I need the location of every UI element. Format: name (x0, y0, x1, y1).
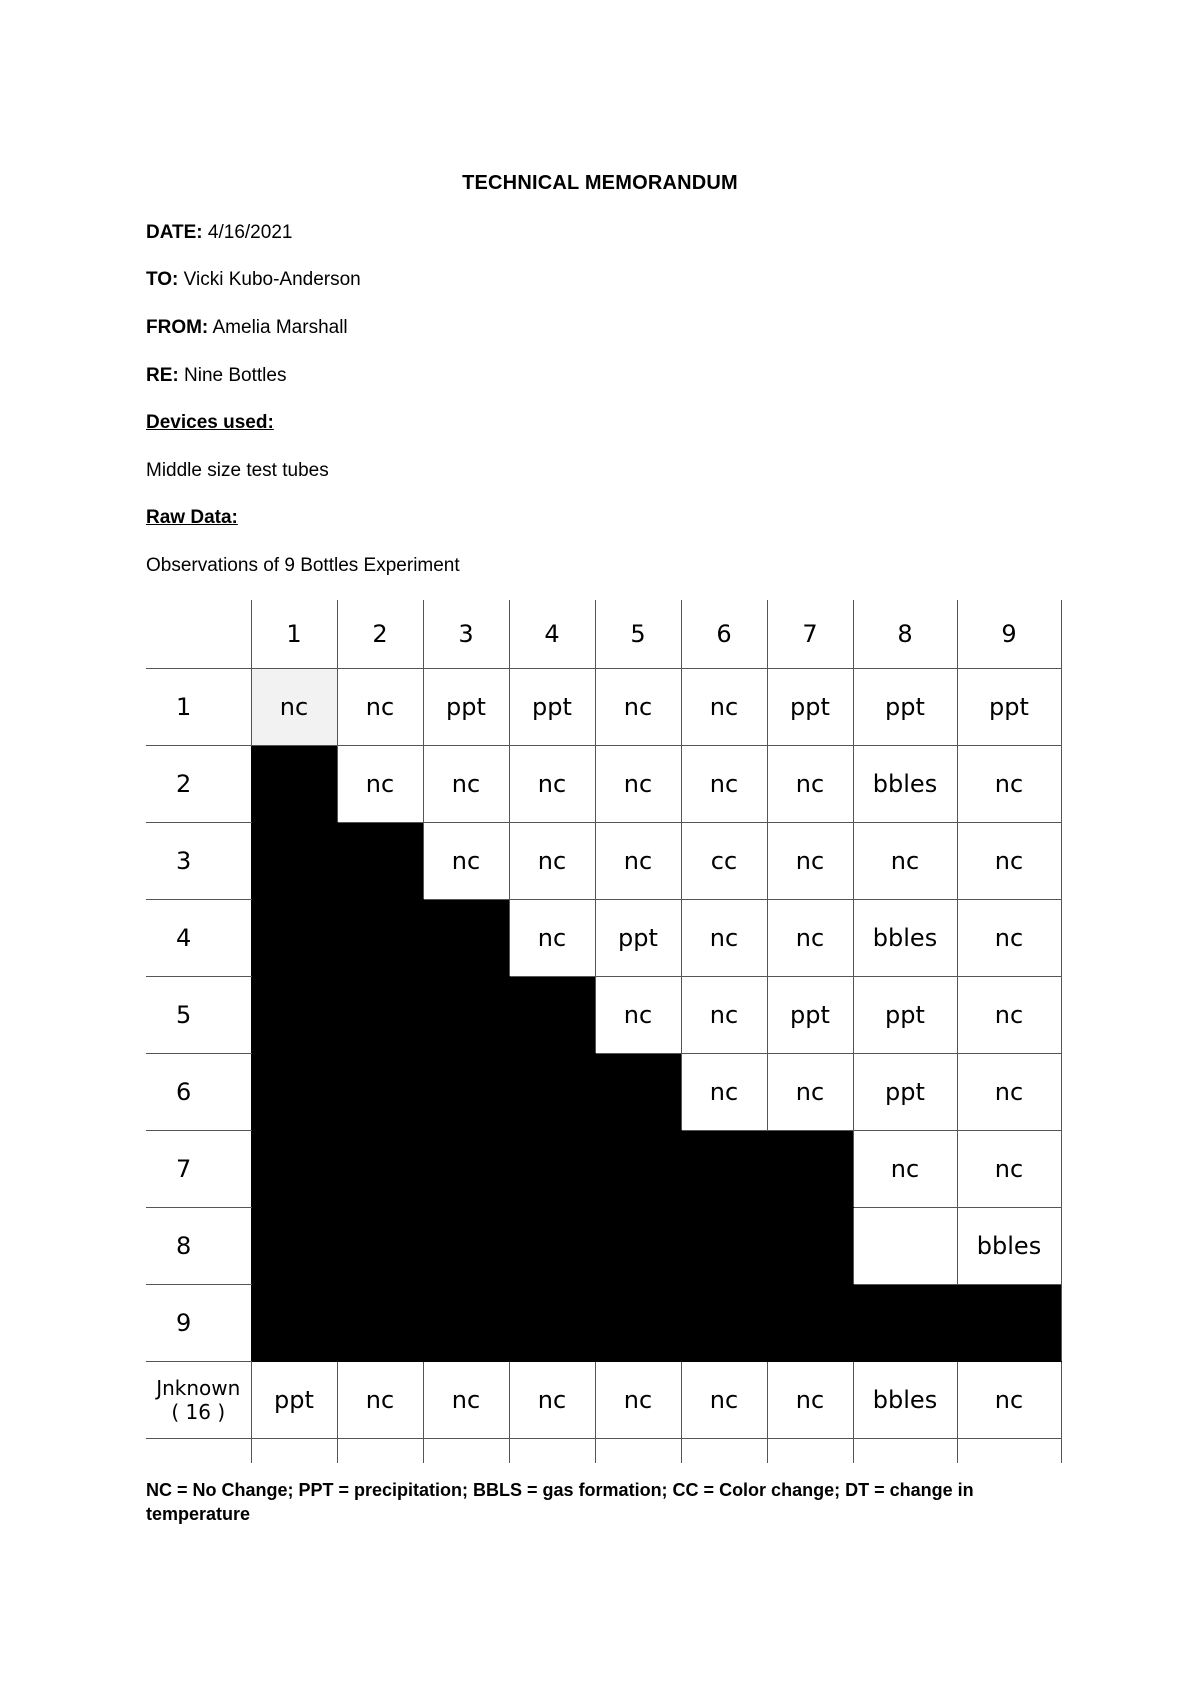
observation-cell: bbles (957, 1208, 1061, 1285)
unknown-cell: nc (595, 1362, 681, 1439)
blocked-cell (423, 1285, 509, 1362)
blocked-cell (509, 1131, 595, 1208)
table-row (146, 823, 1061, 900)
blocked-cell (509, 1054, 595, 1131)
observation-cell: nc (337, 669, 423, 746)
table-row (146, 746, 1061, 823)
corner-cell (146, 600, 251, 669)
column-header: 3 (423, 600, 509, 669)
blocked-cell (423, 1054, 509, 1131)
blocked-cell (337, 900, 423, 977)
tail-cell (681, 1439, 767, 1464)
tail-cell (595, 1439, 681, 1464)
tail-cell (251, 1439, 337, 1464)
row-header: 5 (146, 977, 251, 1054)
observation-cell: nc (767, 746, 853, 823)
re-value: Nine Bottles (184, 365, 287, 386)
unknown-row (146, 1362, 1061, 1439)
observation-cell: ppt (595, 900, 681, 977)
row-header: 2 (146, 746, 251, 823)
observation-cell: ppt (853, 977, 957, 1054)
blocked-cell (423, 1131, 509, 1208)
tail-cell (337, 1439, 423, 1464)
tail-cell (509, 1439, 595, 1464)
observation-cell: nc (681, 1054, 767, 1131)
observation-cell: ppt (767, 669, 853, 746)
blocked-cell (767, 1131, 853, 1208)
date-label: DATE: (146, 222, 203, 243)
observation-cell: ppt (509, 669, 595, 746)
legend-note: NC = No Change; PPT = precipitation; BBLS = gas formation; CC = Color change; DT = change in temperature (146, 1480, 974, 1524)
observation-cell: nc (595, 746, 681, 823)
blocked-cell (681, 1131, 767, 1208)
table-row (146, 669, 1061, 746)
tail-cell (767, 1439, 853, 1464)
observation-cell: nc (853, 1131, 957, 1208)
blocked-cell (251, 746, 337, 823)
observation-cell: cc (681, 823, 767, 900)
re-line (146, 365, 286, 387)
observation-cell (853, 1208, 957, 1285)
unknown-row-header (146, 1362, 251, 1439)
row-header: 4 (146, 900, 251, 977)
row-header: 6 (146, 1054, 251, 1131)
column-header: 9 (957, 600, 1061, 669)
memo-title: TECHNICAL MEMORANDUM (462, 172, 738, 194)
observation-cell: ppt (423, 669, 509, 746)
blocked-cell (595, 1208, 681, 1285)
table-row (146, 1285, 1061, 1362)
header-row (146, 600, 1061, 669)
row-header: 3 (146, 823, 251, 900)
observation-cell: ppt (853, 669, 957, 746)
observation-cell: nc (595, 823, 681, 900)
table-row (146, 900, 1061, 977)
unknown-cell: nc (509, 1362, 595, 1439)
unknown-cell: nc (767, 1362, 853, 1439)
unknown-cell: nc (337, 1362, 423, 1439)
table-row (146, 1208, 1061, 1285)
column-header: 4 (509, 600, 595, 669)
blocked-cell (337, 1054, 423, 1131)
observation-cell: nc (767, 900, 853, 977)
observation-cell: ppt (767, 977, 853, 1054)
observation-cell: nc (957, 1131, 1061, 1208)
blocked-cell (767, 1208, 853, 1285)
row-header: 7 (146, 1131, 251, 1208)
blocked-cell (595, 1131, 681, 1208)
unknown-number: ( 16 ) (171, 1400, 226, 1424)
observation-cell: ppt (957, 669, 1061, 746)
row-header: 9 (146, 1285, 251, 1362)
from-line (146, 317, 348, 339)
raw-data-heading: Raw Data: (146, 507, 238, 528)
blocked-cell (251, 900, 337, 977)
tail-cell (853, 1439, 957, 1464)
blocked-cell (423, 1208, 509, 1285)
blocked-cell (595, 1054, 681, 1131)
column-header: 5 (595, 600, 681, 669)
observation-cell: nc (595, 669, 681, 746)
observation-cell: nc (681, 977, 767, 1054)
column-header: 1 (251, 600, 337, 669)
observation-cell: nc (767, 1054, 853, 1131)
observation-cell: nc (337, 746, 423, 823)
observation-cell: bbles (853, 746, 957, 823)
table-row (146, 1131, 1061, 1208)
blocked-cell (767, 1285, 853, 1362)
blocked-cell (251, 1054, 337, 1131)
to-value: Vicki Kubo-Anderson (183, 269, 361, 290)
blocked-cell (337, 1285, 423, 1362)
blocked-cell (251, 1131, 337, 1208)
blocked-cell (337, 823, 423, 900)
tail-cell (957, 1439, 1061, 1464)
column-header: 2 (337, 600, 423, 669)
blocked-cell (251, 823, 337, 900)
date-line (146, 222, 292, 244)
row-header: 1 (146, 669, 251, 746)
blocked-cell (423, 900, 509, 977)
blocked-cell (423, 977, 509, 1054)
devices-text: Middle size test tubes (146, 460, 329, 481)
blocked-cell (337, 977, 423, 1054)
column-header: 7 (767, 600, 853, 669)
unknown-label: Jnknown (156, 1376, 241, 1400)
date-value: 4/16/2021 (207, 222, 293, 243)
table-row (146, 977, 1061, 1054)
to-label: TO: (146, 269, 179, 290)
blocked-cell (957, 1285, 1061, 1362)
observation-cell: nc (957, 823, 1061, 900)
to-line (146, 269, 361, 291)
observation-cell: nc (509, 823, 595, 900)
observation-cell: nc (957, 977, 1061, 1054)
table-tail (146, 1439, 1061, 1464)
blocked-cell (509, 1285, 595, 1362)
observations-table (146, 600, 1062, 1463)
blocked-cell (681, 1285, 767, 1362)
observation-cell: nc (251, 669, 337, 746)
observation-cell: nc (767, 823, 853, 900)
table-caption: Observations of 9 Bottles Experiment (146, 555, 460, 576)
observation-cell: bbles (853, 900, 957, 977)
blocked-cell (251, 1285, 337, 1362)
devices-heading: Devices used: (146, 412, 274, 433)
blocked-cell (251, 1208, 337, 1285)
unknown-cell: nc (957, 1362, 1061, 1439)
re-label: RE: (146, 365, 179, 386)
blocked-cell (337, 1208, 423, 1285)
blocked-cell (509, 1208, 595, 1285)
from-value: Amelia Marshall (212, 317, 348, 338)
observation-cell: nc (681, 900, 767, 977)
observation-cell: nc (509, 746, 595, 823)
blocked-cell (251, 977, 337, 1054)
blocked-cell (681, 1208, 767, 1285)
observation-cell: ppt (853, 1054, 957, 1131)
blocked-cell (853, 1285, 957, 1362)
unknown-cell: ppt (251, 1362, 337, 1439)
observation-cell: nc (957, 746, 1061, 823)
from-label: FROM: (146, 317, 209, 338)
blocked-cell (337, 1131, 423, 1208)
observation-cell: nc (681, 746, 767, 823)
column-header: 8 (853, 600, 957, 669)
observation-cell: nc (681, 669, 767, 746)
observation-cell: nc (595, 977, 681, 1054)
tail-cell (423, 1439, 509, 1464)
observation-cell: nc (853, 823, 957, 900)
unknown-cell: nc (681, 1362, 767, 1439)
blocked-cell (509, 977, 595, 1054)
observation-cell: nc (957, 900, 1061, 977)
observation-cell: nc (423, 823, 509, 900)
column-header: 6 (681, 600, 767, 669)
blocked-cell (595, 1285, 681, 1362)
row-header: 8 (146, 1208, 251, 1285)
table-row (146, 1054, 1061, 1131)
observation-cell: nc (423, 746, 509, 823)
unknown-cell: bbles (853, 1362, 957, 1439)
unknown-cell: nc (423, 1362, 509, 1439)
observation-cell: nc (957, 1054, 1061, 1131)
tail-cell (146, 1439, 251, 1464)
observation-cell: nc (509, 900, 595, 977)
